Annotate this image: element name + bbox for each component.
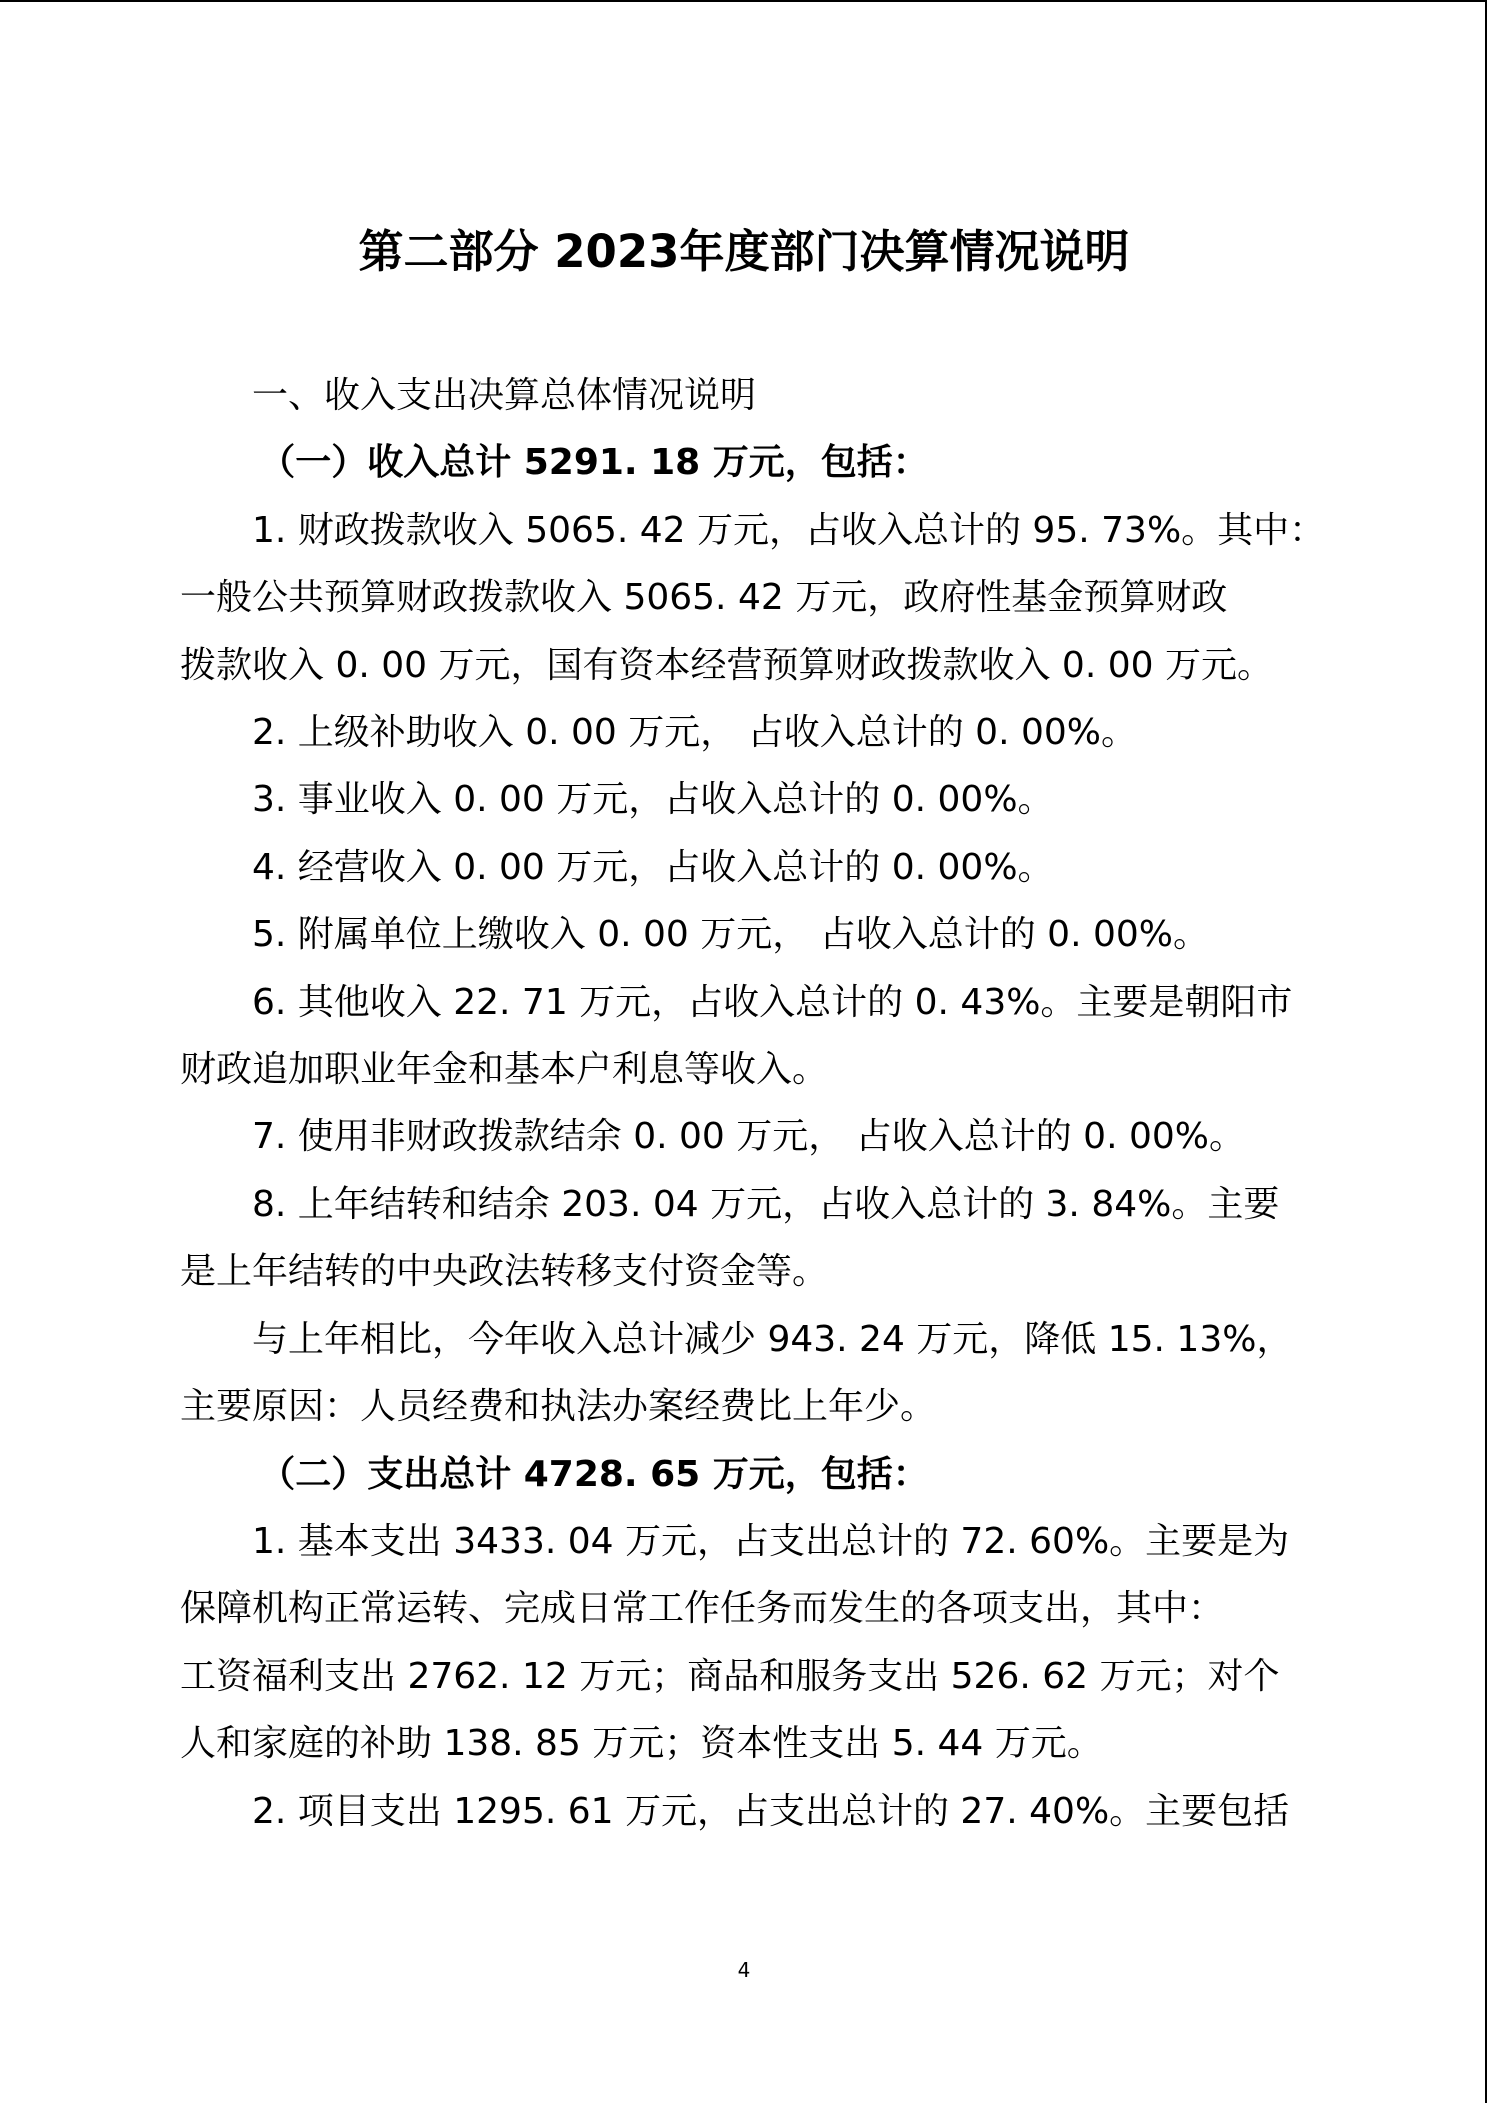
paragraph-line: 2. 上级补助收入 0. 00 万元， 占收入总计的 0. 00%。 xyxy=(252,712,1137,754)
paragraph-line: 主要原因：人员经费和执法办案经费比上年少。 xyxy=(180,1386,937,1428)
paragraph-line: 拨款收入 0. 00 万元，国有资本经营预算财政拨款收入 0. 00 万元。 xyxy=(180,644,1273,686)
paragraph-line: 1. 财政拨款收入 5065. 42 万元，占收入总计的 95. 73%。其中： xyxy=(252,509,1326,551)
subsection-heading-expenditure: （二）支出总计 4728. 65 万元，包括： xyxy=(259,1453,929,1495)
subsection-heading-income: （一）收入总计 5291. 18 万元，包括： xyxy=(259,442,929,484)
document-title: 第二部分 2023年度部门决算情况说明 xyxy=(358,225,1130,278)
paragraph-line: 财政追加职业年金和基本户利息等收入。 xyxy=(180,1049,829,1091)
paragraph-line: 1. 基本支出 3433. 04 万元，占支出总计的 72. 60%。主要是为 xyxy=(252,1520,1290,1562)
paragraph-line: 7. 使用非财政拨款结余 0. 00 万元， 占收入总计的 0. 00%。 xyxy=(252,1116,1245,1158)
paragraph-line: 工资福利支出 2762. 12 万元；商品和服务支出 526. 62 万元；对个 xyxy=(180,1655,1280,1697)
paragraph-line: 与上年相比，今年收入总计减少 943. 24 万元，降低 15. 13%， xyxy=(252,1318,1293,1360)
paragraph-line: 6. 其他收入 22. 71 万元，占收入总计的 0. 43%。主要是朝阳市 xyxy=(252,981,1293,1023)
page-number: 4 xyxy=(737,1958,751,1982)
paragraph-line: 5. 附属单位上缴收入 0. 00 万元， 占收入总计的 0. 00%。 xyxy=(252,914,1209,956)
paragraph-line: 8. 上年结转和结余 203. 04 万元，占收入总计的 3. 84%。主要 xyxy=(252,1183,1280,1225)
paragraph-line: 一般公共预算财政拨款收入 5065. 42 万元，政府性基金预算财政 xyxy=(180,577,1228,619)
paragraph-line: 4. 经营收入 0. 00 万元，占收入总计的 0. 00%。 xyxy=(252,846,1054,888)
paragraph-line: 人和家庭的补助 138. 85 万元；资本性支出 5. 44 万元。 xyxy=(180,1723,1103,1765)
paragraph-line: 2. 项目支出 1295. 61 万元，占支出总计的 27. 40%。主要包括 xyxy=(252,1790,1290,1832)
section-heading: 一、收入支出决算总体情况说明 xyxy=(252,375,757,416)
paragraph-line: 保障机构正常运转、完成日常工作任务而发生的各项支出，其中： xyxy=(180,1588,1225,1630)
paragraph-line: 是上年结转的中央政法转移支付资金等。 xyxy=(180,1251,829,1293)
paragraph-line: 3. 事业收入 0. 00 万元，占收入总计的 0. 00%。 xyxy=(252,779,1054,821)
document-body xyxy=(180,362,1326,1845)
